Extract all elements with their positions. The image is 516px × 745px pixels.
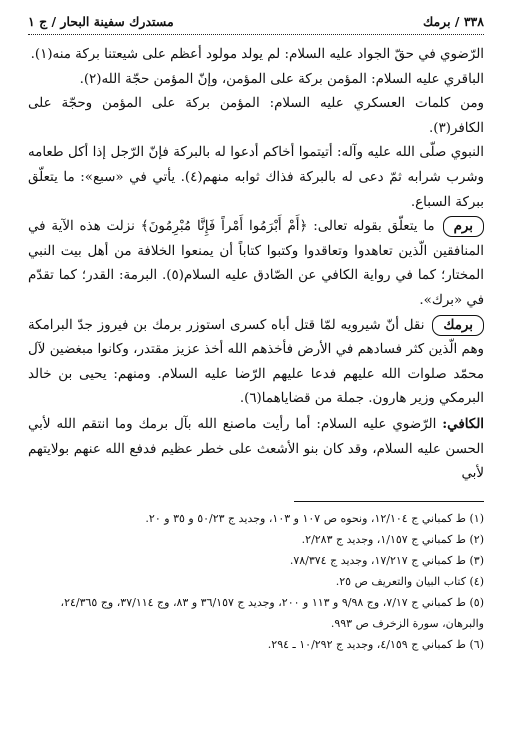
footnote: (٣) ط كمباني ج ١٧/٢١٧، وجديد ج ٧٨/٣٧٤. — [289, 553, 484, 567]
kafi-label: الكافي: — [442, 415, 484, 432]
entry-barmak-text: نقل أنّ شيرويه لمّا قتل أباه كسرى استوزر برمك بن فيروز جدّ البرامكة وهم الّذين كثر فسادهم في الأرض فأخذهم الله أخذ عزيز مقتدر، وكانوا مبغضين لآل محمّد صلوات الله عليهم فدعا عليهم الرّضا عليه السلام. ومنهم: يحيى بن خالد البرمكي وزير هارون. جملة من قضاياهما(٦). — [28, 317, 484, 407]
header-page-number-title: ٣٣٨ / برمك — [422, 14, 484, 29]
footnote: (١) ط كمباني ج ١٢/١٠٤، ونحوه ص ١٠٧ و ١٠٣، وجديد ج ٥٠/٢٣ و ٣٥ و ٢٠. — [145, 511, 484, 525]
text-line: الباقري عليه السلام: المؤمن بركة على المؤمن، وإنّ المؤمن حجّة الله(٢). — [79, 71, 484, 87]
entry-barmak-kafi — [28, 412, 484, 487]
keyword-box-barama: برم — [443, 216, 484, 237]
text-line: الرّضوي في حقّ الجواد عليه السلام: لم يولد مولود أعظم على شيعتنا بركة منه(١). — [30, 47, 484, 62]
footnote: (٦) ط كمباني ج ٤/١٥٩، وجديد ج ١٠/٢٩٢ ـ ٢٩٤. — [267, 637, 484, 651]
keyword-box-barmak: برمك — [432, 315, 484, 336]
entry-barama — [28, 215, 484, 313]
page-header — [28, 14, 484, 35]
text-line: النبوي صلّى الله عليه وآله: أتيتموا أخاكم أدعوا له بالبركة فإنّ الرّجل إذا أكل طعامه وشرب شرابه ثمّ دعى له بالبركة فذاك ثوابه منهم(٤). يأتي في «سبع»: ما يتعلّق ببركة السباع. — [28, 145, 484, 210]
text-line: ومن كلمات العسكري عليه السلام: المؤمن بركة على المؤمن وحجّة على الكافر(٣). — [28, 96, 484, 136]
entry-barmak — [28, 314, 484, 412]
page-body — [28, 43, 484, 487]
kafi-text: الرّضوي عليه السلام: أما رأيت ماصنع الله بآل برمك وما انتقم الله لأبي الحسن عليه السلام، وقد كان بنو الأشعث على خطر عظيم فدفع الله عنهم بولايتهم لأبي — [28, 416, 484, 482]
footnote-divider — [294, 501, 484, 502]
footnotes — [28, 508, 484, 655]
footnote: (٢) ط كمباني ج ١/١٥٧، وجديد ج ٢/٢٨٣. — [301, 532, 484, 546]
header-book-title: مستدرك سفينة البحار / ج ١ — [28, 14, 174, 29]
entry-barama-text: ما يتعلّق بقوله تعالى: ﴿أَمْ أَبْرَمُوا أَمْراً فَإِنَّا مُبْرِمُونَ﴾ نزلت هذه الآية في المنافقين الّذين تعاهدوا وتعاقدوا وكتبوا كتاباً أن يمنعوا الخلافة من أهل بيت النبي المختار؛ كما في رواية الكافي عن الصّادق عليه السلام(٥). البرمة: القدر؛ كما تقدّم في «برك». — [28, 219, 484, 308]
footnote: (٤) كتاب البيان والتعريف ص ٢٥. — [335, 574, 484, 588]
footnote: (٥) ط كمباني ج ٧/١٧، وج ٩/٩٨ و ١١٣ و ٢٠٠، وجديد ج ٣٦/١٥٧ و ٨٣، وج ٣٧/١١٤، وج ٢٤/٣٦٥، والبرهان، سورة الزخرف ص ٩٩٣. — [60, 595, 484, 630]
